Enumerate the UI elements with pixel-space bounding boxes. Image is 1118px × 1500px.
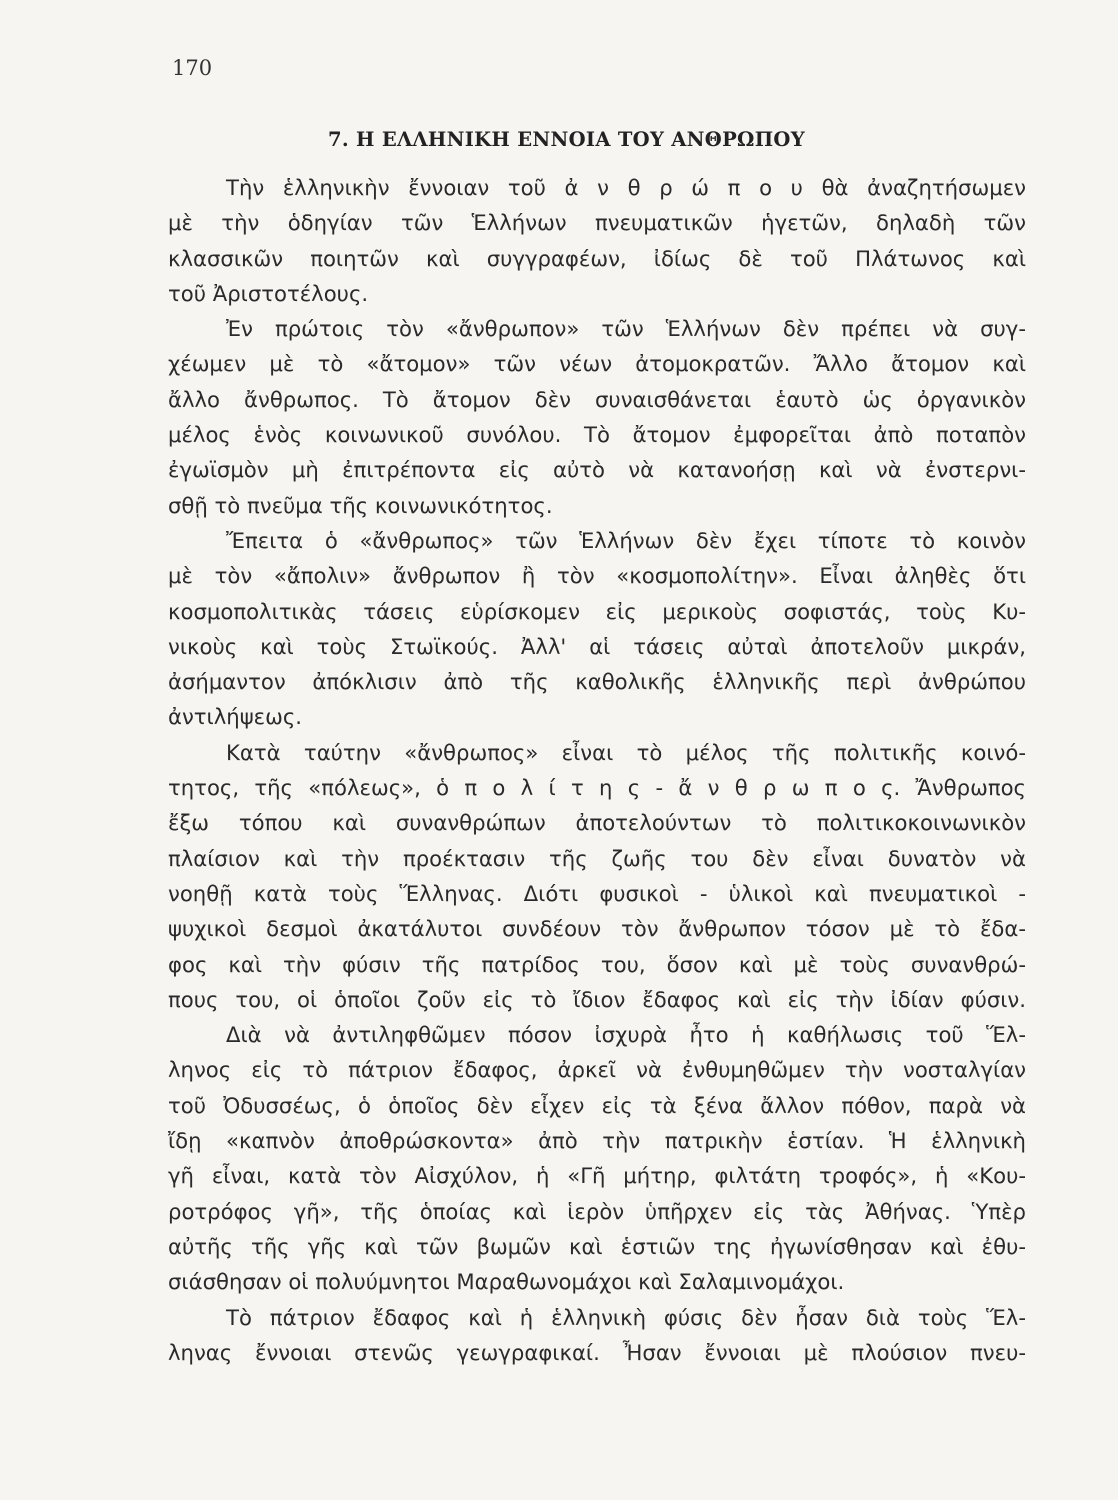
text-line: σιάσθησαν οἱ πολυύμνητοι Μαραθωνομάχοι καὶ Σαλαμινομάχοι. (168, 1269, 845, 1295)
text-line: ληνος εἰς τὸ πάτριον ἔδαφος, ἀρκεῖ νὰ ἐνθυμηθῶμεν τὴν νοσταλγίαν (168, 1057, 1026, 1083)
text-line: γῆ εἶναι, κατὰ τὸν Αἰσχύλον, ἡ «Γῆ μήτηρ, φιλτάτη τροφός», ἡ «Κου- (168, 1163, 1026, 1189)
text-line: μὲ τὸν «ἄπολιν» ἄνθρωπον ἢ τὸν «κοσμοπολίτην». Εἶναι ἀληθὲς ὅτι (168, 563, 1026, 589)
text-line: τητος, τῆς «πόλεως», ὁ π ο λ ί τ η ς - ἄ ν θ ρ ω π ο ς. Ἄνθρωπος (168, 775, 1026, 801)
text-line: κοσμοπολιτικὰς τάσεις εὑρίσκομεν εἰς μερικοὺς σοφιστάς, τοὺς Κυ- (168, 598, 1026, 624)
text-line: τοῦ Ὀδυσσέως, ὁ ὁποῖος δὲν εἶχεν εἰς τὰ ξένα ἄλλον πόθον, παρὰ νὰ (168, 1092, 1026, 1118)
text-line: νικοὺς καὶ τοὺς Στωϊκούς. Ἀλλ' αἱ τάσεις αὐταὶ ἀποτελοῦν μικράν, (168, 633, 1026, 659)
text-line: ἴδῃ «καπνὸν ἀποθρώσκοντα» ἀπὸ τὴν πατρικὴν ἑστίαν. Ἡ ἑλληνικὴ (168, 1128, 1026, 1154)
text-line: Ἐν πρώτοις τὸν «ἄνθρωπον» τῶν Ἑλλήνων δὲν πρέπει νὰ συγ- (226, 316, 1026, 342)
text-line: χέωμεν μὲ τὸ «ἄτομον» τῶν νέων ἀτομοκρατῶν. Ἄλλο ἄτομον καὶ (168, 351, 1026, 377)
text-line: Τὸ πάτριον ἔδαφος καὶ ἡ ἑλληνικὴ φύσις δὲν ἦσαν διὰ τοὺς Ἕλ- (226, 1304, 1026, 1330)
text-line: Ἔπειτα ὁ «ἄνθρωπος» τῶν Ἑλλήνων δὲν ἔχει τίποτε τὸ κοινὸν (226, 527, 1026, 553)
text-line: πλαίσιον καὶ τὴν προέκτασιν τῆς ζωῆς του δὲν εἶναι δυνατὸν νὰ (168, 845, 1026, 871)
text-line: νοηθῇ κατὰ τοὺς Ἕλληνας. Διότι φυσικοὶ - ὑλικοὶ καὶ πνευματικοὶ - (168, 880, 1026, 906)
text-line: μὲ τὴν ὁδηγίαν τῶν Ἑλλήνων πνευματικῶν ἡγετῶν, δηλαδὴ τῶν (168, 210, 1026, 236)
text-line: ψυχικοὶ δεσμοὶ ἀκατάλυτοι συνδέουν τὸν ἄνθρωπον τόσον μὲ τὸ ἔδα- (168, 916, 1026, 942)
text-line: φος καὶ τὴν φύσιν τῆς πατρίδος του, ὅσον καὶ μὲ τοὺς συνανθρώ- (168, 951, 1026, 977)
text-line: ἀσήμαντον ἀπόκλισιν ἀπὸ τῆς καθολικῆς ἑλληνικῆς περὶ ἀνθρώπου (168, 669, 1026, 695)
text-line: σθῇ τὸ πνεῦμα τῆς κοινωνικότητος. (168, 492, 553, 518)
text-line: μέλος ἑνὸς κοινωνικοῦ συνόλου. Τὸ ἄτομον ἐμφορεῖται ἀπὸ ποταπὸν (168, 422, 1026, 448)
text-line: ἀντιλήψεως. (168, 704, 303, 730)
page-number: 170 (172, 56, 213, 80)
body-text (168, 170, 1026, 1370)
text-line: κλασσικῶν ποιητῶν καὶ συγγραφέων, ἰδίως δὲ τοῦ Πλάτωνος καὶ (168, 245, 1026, 271)
text-line: Διὰ νὰ ἀντιληφθῶμεν πόσον ἰσχυρὰ ἦτο ἡ καθήλωσις τοῦ Ἕλ- (226, 1022, 1026, 1048)
text-line: πους του, οἱ ὁποῖοι ζοῦν εἰς τὸ ἴδιον ἔδαφος καὶ εἰς τὴν ἰδίαν φύσιν. (168, 986, 1026, 1012)
text-line: Κατὰ ταύτην «ἄνθρωπος» εἶναι τὸ μέλος τῆς πολιτικῆς κοινό- (226, 739, 1026, 765)
text-line: ἔξω τόπου καὶ συνανθρώπων ἀποτελούντων τὸ πολιτικοκοινωνικὸν (168, 810, 1026, 836)
text-line: ροτρόφος γῆ», τῆς ὁποίας καὶ ἱερὸν ὑπῆρχεν εἰς τὰς Ἀθήνας. Ὑπὲρ (168, 1198, 1026, 1224)
text-line: τοῦ Ἀριστοτέλους. (168, 280, 369, 306)
text-line: αὐτῆς τῆς γῆς καὶ τῶν βωμῶν καὶ ἑστιῶν της ἠγωνίσθησαν καὶ ἐθυ- (168, 1233, 1026, 1259)
text-line: Τὴν ἑλληνικὴν ἔννοιαν τοῦ ἀ ν θ ρ ώ π ο υ θὰ ἀναζητήσωμεν (226, 175, 1026, 200)
chapter-title: 7. Η ΕΛΛΗΝΙΚΗ ΕΝΝΟΙΑ ΤΟΥ ΑΝΘΡΩΠΟΥ (328, 128, 805, 151)
text-line: ληνας ἔννοιαι στενῶς γεωγραφικαί. Ἦσαν ἔννοιαι μὲ πλούσιον πνευ- (168, 1339, 1026, 1365)
text-line: ἄλλο ἄνθρωπος. Τὸ ἄτομον δὲν συναισθάνεται ἑαυτὸ ὡς ὀργανικὸν (168, 386, 1026, 412)
text-line: ἐγωϊσμὸν μὴ ἐπιτρέποντα εἰς αὐτὸ νὰ κατανοήσῃ καὶ νὰ ἐνστερνι- (168, 457, 1026, 483)
